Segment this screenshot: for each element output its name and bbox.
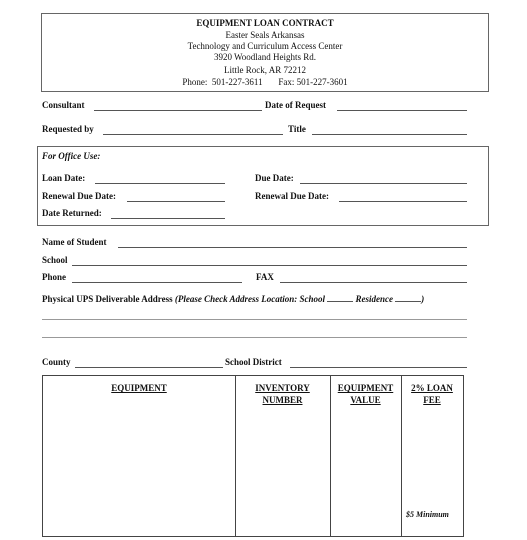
value-header-line1: EQUIPMENT [337,383,394,393]
loan-date-field[interactable] [95,183,225,184]
name-of-student-label: Name of Student [42,237,107,247]
county-label: County [42,357,71,367]
contract-title: EQUIPMENT LOAN CONTRACT [196,18,334,28]
header-box [41,13,489,92]
minimum-fee-note: $5 Minimum [406,510,449,519]
ups-address-label [42,294,424,304]
title-label: Title [288,124,306,134]
renewal-due-date-field-1[interactable] [127,201,225,202]
inventory-header-line2: NUMBER [262,395,303,405]
org-name: Easter Seals Arkansas [225,30,305,40]
address-line-1: 3920 Woodland Heights Rd. [213,52,317,62]
school-district-label: School District [225,357,282,367]
address-line-field-2[interactable] [42,337,467,338]
loan-date-label: Loan Date: [42,173,86,183]
school-district-field[interactable] [290,367,467,368]
loan-fee-header [401,382,463,406]
office-use-heading: For Office Use: [42,151,101,161]
renewal-due-date-field-2[interactable] [339,201,467,202]
date-returned-field[interactable] [111,218,225,219]
school-label: School [42,255,68,265]
consultant-field[interactable] [94,110,262,111]
phone-fax: Phone: 501-227-3611 Fax: 501-227-3601 [182,77,348,87]
due-date-label: Due Date: [255,173,294,183]
fax-label: FAX [256,272,274,282]
date-of-request-label: Date of Request [265,100,326,110]
title-field[interactable] [312,134,467,135]
ups-address-text: Physical UPS Deliverable Address [42,294,173,304]
fax-field[interactable] [280,282,467,283]
dept-name: Technology and Curriculum Access Center [187,41,343,51]
ups-note-close: ) [421,294,425,304]
office-use-box [37,146,489,226]
fee-header-line1: 2% LOAN [411,383,453,393]
inventory-number-header [235,382,330,406]
phone-label: Phone [42,272,67,282]
county-field[interactable] [75,367,223,368]
fee-header-line2: FEE [423,395,441,405]
residence-check-field[interactable] [395,301,421,302]
address-line-2: Little Rock, AR 72212 [224,65,306,75]
consultant-label: Consultant [42,100,85,110]
requested-by-field[interactable] [103,134,283,135]
date-returned-label: Date Returned: [42,208,102,218]
name-of-student-field[interactable] [118,247,467,248]
renewal-due-date-label-2: Renewal Due Date: [255,191,329,201]
ups-note-open: (Please Check Address Location: School [174,294,326,304]
equipment-header: EQUIPMENT [111,383,167,393]
requested-by-label: Requested by [42,124,94,134]
school-field[interactable] [72,265,467,266]
phone-field[interactable] [72,282,242,283]
date-of-request-field[interactable] [337,110,467,111]
renewal-due-date-label-1: Renewal Due Date: [42,191,116,201]
due-date-field[interactable] [300,183,467,184]
address-line-field-1[interactable] [42,319,467,320]
equipment-value-header [330,382,401,406]
school-check-field[interactable] [327,301,353,302]
value-header-line2: VALUE [350,395,381,405]
inventory-header-line1: INVENTORY [255,383,310,393]
equipment-table [42,375,464,537]
ups-note-residence: Residence [355,294,394,304]
